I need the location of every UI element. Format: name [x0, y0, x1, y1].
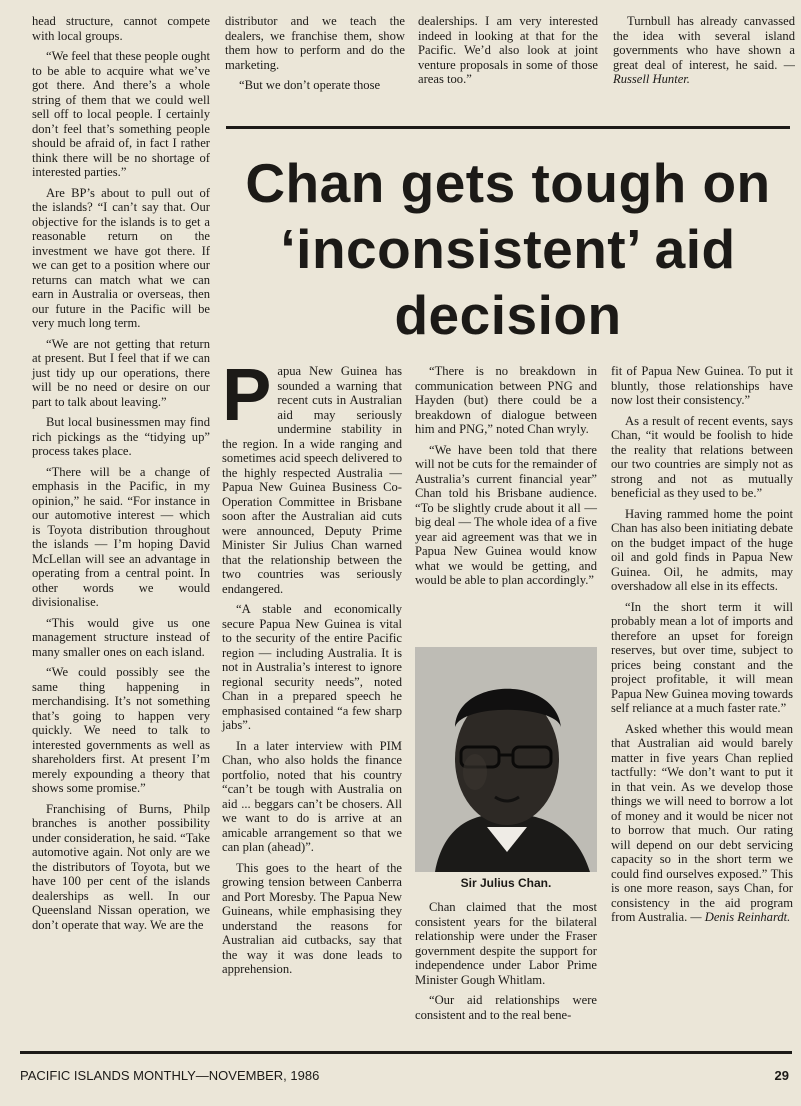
paragraph-text: Asked whether this would mean that Australian aid would barely matter in five years Chan replied tactfully: “We don’t want to put it in that vein. As we develop those things we will need to borrow a lot of money and it would be nicer not to borrow that much. Our rating will depend on our debt servicing capacity so in the short term we could find ourselves exposed.” This is one more reason, says Chan, for consistency in the aid program from Australia. — [611, 721, 793, 924]
paragraph: dealerships. I am very interested indeed in looking at that for the Pacific. We’d also look at joint venture proposals in some of those areas too.” — [418, 14, 598, 86]
paragraph — [611, 722, 793, 925]
paragraph: Chan claimed that the most consistent years for the bilateral relationship were under the Fraser government despite the support for independence under Labor Prime Minister Gough Whitlam. — [415, 900, 597, 987]
lead-text: apua New Guinea has sounded a warning that recent cuts in Australian aid may seriously undermine stability in the region. In a wide ranging and sometimes acid speech delivered to the highly respected Australia — Papua New Guinea Business Co-Operation Committee in Brisbane soon after the Australian aid cuts were announced, Deputy Prime Minister Sir Julius Chan warned that the relationship between the two countries was seriously endangered. — [222, 364, 402, 596]
portrait-image — [415, 647, 597, 872]
byline: — Russell Hunter. — [613, 57, 795, 86]
paragraph: “But we don’t operate those — [239, 78, 381, 92]
publication-footer: PACIFIC ISLANDS MONTHLY—NOVEMBER, 1986 — [20, 1068, 320, 1083]
paragraph: “We are not getting that return at present. But I feel that if we can just tidy up our operations, there will be no need or desire on our part to talk about leaving.” — [32, 336, 210, 409]
paragraph — [613, 14, 795, 87]
article-column-2-continued — [415, 900, 597, 1028]
footer-divider — [20, 1051, 792, 1054]
paragraph: “Our aid relationships were consistent and to the real bene- — [415, 993, 597, 1022]
lead-paragraph — [222, 353, 402, 596]
page-number: 29 — [774, 1068, 789, 1083]
article-headline: Chan gets tough on ‘inconsistent’ aid decision — [245, 152, 771, 346]
paragraph: “We could possibly see the same thing happening in merchandising. It’s not something that’s going to happen very quickly. We need to talk to interested governments as well as shareholders first. At present I’m merely expounding a theory that shows some promise.” — [32, 665, 210, 795]
paragraph: In a later interview with PIM Chan, who also holds the finance portfolio, noted that his country “can’t be tough with Australia on aid ... beggars can’t be chosers. All we want to do is arrive at an amicable arrangement so that we can plan (ahead)”. — [222, 738, 402, 854]
paragraph: “There is no breakdown in communication between PNG and Hayden (but) there could be a breakdown of dialogue between him and PNG,” noted Chan wryly. — [415, 364, 597, 436]
paragraph: This goes to the heart of the growing tension between Canberra and Port Moresby. The Papua New Guineans, while emphasising they understand the reasons for Australian aid cutbacks, say that the way it was done leads to apprehension. — [222, 860, 402, 976]
article-column-3 — [611, 364, 793, 931]
previous-story-left-column — [32, 14, 210, 938]
paragraph: head structure, cannot compete with local groups. — [32, 14, 210, 43]
drop-cap: P — [222, 353, 272, 436]
paragraph: “A stable and economically secure Papua New Guinea is vital to the security of the entire Pacific region — including Australia. It is not in Australia’s interest to ignore regional security needs”, noted Chan in a prepared speech he emphasised contained “a few sharp jabs”. — [222, 602, 402, 732]
paragraph: “In the short term it will probably mean a lot of imports and therefore an upset for foreign reserves, but over time, subject to prices being constant and the project profitable, it will mean Papua New Guinea moving towards self reliance at a much faster rate.” — [611, 599, 793, 715]
paragraph-text: Turnbull has already canvassed the idea with several island governments who have shown a great deal of interest, he said. — [613, 14, 795, 72]
paragraph: “There will be a change of emphasis in the Pacific, in my opinion,” he said. “For instance in our automotive interest — which is Toyota distribution throughout the islands — I’m hoping David McLellan will see an advantage in operating from a central point. In other words we would divisionalise. — [32, 464, 210, 609]
article-column-1 — [222, 353, 402, 983]
paragraph: “We feel that these people ought to be able to acquire what we’ve got there. And there’s a whole string of them that we could well sell off to local people. I certainly don’t feel that’s something people should be afraid of, in fact I rather think there will be no shortage of interested parties.” — [32, 49, 210, 179]
previous-story-column-4 — [613, 14, 795, 93]
byline: — Denis Reinhardt. — [690, 910, 791, 924]
paragraph: Franchising of Burns, Philp branches is another possibility under consideration, he said. “Take automotive again. Not only are we the distributors of Toyota, but we have 100 per cent of the islands dealerships as well. In our Queensland Nissan operation, we don’t operate that way. We are the — [32, 801, 210, 932]
paragraph: Are BP’s about to pull out of the islands? “I can’t say that. Our objective for the islands is to get a reasonable return on the investment we have got there. If we can get to a position where our returns can match what we can earn in Australia or overseas, then our future in the Pacific will be very much long term. — [32, 185, 210, 330]
previous-story-column-2 — [225, 14, 405, 99]
previous-story-column-3 — [418, 14, 598, 93]
paragraph: “This would give us one management structure instead of many smaller ones on each island. — [32, 615, 210, 659]
paragraph: distributor and we teach the dealers, we franchise them, show them how to perform and do the marketing. — [225, 14, 405, 72]
paragraph: “We have been told that there will not be cuts for the remainder of Australia’s current financial year” Chan told his Brisbane audience. “To be slightly crude about it all — big deal — The whole idea of a five year aid agreement was that we in Papua New Guinea would know what we would be getting, and would be able to plan accordingly.” — [415, 442, 597, 587]
paragraph: But local businessmen may find rich pickings as the “tidying up” process takes place. — [32, 415, 210, 458]
paragraph: Having rammed home the point Chan has also been initiating debate on the budget impact of the huge oil and gold finds in Papua New Guinea. Oil, he admits, may overshadow all else in its effects. — [611, 506, 793, 593]
paragraph: fit of Papua New Guinea. To put it bluntly, those relationships have now lost their consistency.” — [611, 364, 793, 407]
photo-caption: Sir Julius Chan. — [460, 876, 552, 890]
section-divider — [226, 126, 790, 129]
portrait-photo — [415, 647, 597, 872]
article-column-2 — [415, 364, 597, 594]
paragraph: As a result of recent events, says Chan, “it would be foolish to hide the reality that relations between our two countries are simply not as strong and not as mutually beneficial as they used to be.” — [611, 413, 793, 500]
